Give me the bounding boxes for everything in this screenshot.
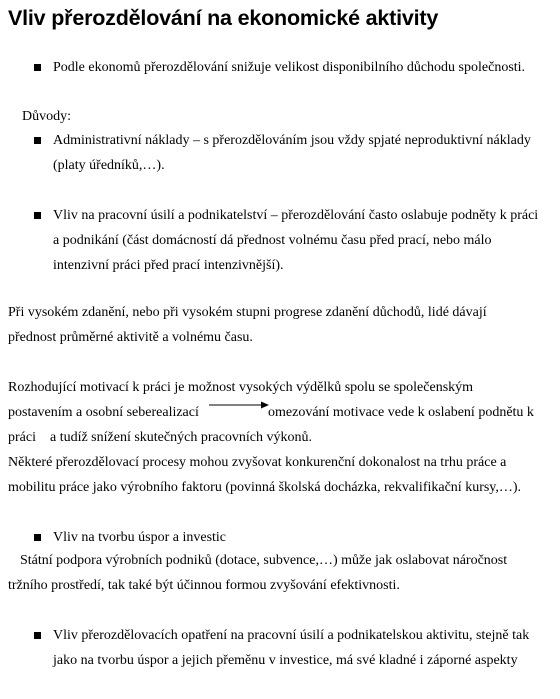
bullet-icon [34, 64, 41, 71]
paragraph-text: přednost průměrné aktivitě a volnému času. [8, 330, 253, 345]
paragraph-text: Rozhodující motivací k práci je možnost vysokých výdělků spolu se společenským [8, 380, 474, 395]
bullet-icon [34, 534, 41, 541]
paragraph-text: omezování motivace vede k oslabení podnětu k [268, 405, 534, 420]
paragraph-text: Státní podpora výrobních podniků (dotace, subvence,…) může jak oslabovat náročnost [20, 553, 508, 568]
bullet-text: a podnikání (část domácností dá přednost volnému času před prací, nebo málo [53, 233, 492, 248]
bullet-text: intenzivní práci před prací intenzivnější). [53, 258, 284, 273]
bullet-text: Vliv na tvorbu úspor a investic [53, 530, 227, 545]
bullet-text: (platy úředníků,…). [53, 158, 165, 173]
section-label: Důvody: [22, 109, 71, 124]
bullet-icon [34, 632, 41, 639]
paragraph-text: postavením a osobní seberealizací [8, 405, 199, 420]
paragraph-text: tržního prostředí, tak také být účinnou formou zvyšování efektivnosti. [8, 578, 400, 593]
bullet-icon [34, 212, 41, 219]
bullet-text: Vliv přerozdělovacích opatření na pracovní úsilí a podnikatelskou aktivitu, stejně tak [53, 628, 530, 643]
bullet-icon [34, 137, 41, 144]
bullet-text: jako na tvorbu úspor a jejich přeměnu v investice, má své kladné i záporné aspekty [53, 653, 518, 668]
paragraph-text: mobilitu práce jako výrobního faktoru (povinná školská docházka, rekvalifikační kursy,…). [8, 480, 522, 495]
paragraph-text: Při vysokém zdanění, nebo při vysokém stupni progrese zdanění důchodů, lidé dávají [8, 305, 487, 320]
page-title: Vliv přerozdělování na ekonomické aktivity [8, 6, 439, 30]
bullet-text: Podle ekonomů přerozdělování snižuje velikost disponibilního důchodu společnosti. [53, 60, 526, 75]
arrow-icon [209, 400, 269, 410]
bullet-text: Administrativní náklady – s přerozdělováním jsou vždy spjaté neproduktivní náklady [53, 133, 531, 148]
bullet-text: Vliv na pracovní úsilí a podnikatelství – přerozdělování často oslabuje podněty k práci [53, 208, 539, 223]
paragraph-text: práci a tudíž snížení skutečných pracovních výkonů. [8, 430, 313, 445]
paragraph-text: Některé přerozdělovací procesy mohou zvyšovat konkurenční dokonalost na trhu práce a [8, 455, 507, 470]
